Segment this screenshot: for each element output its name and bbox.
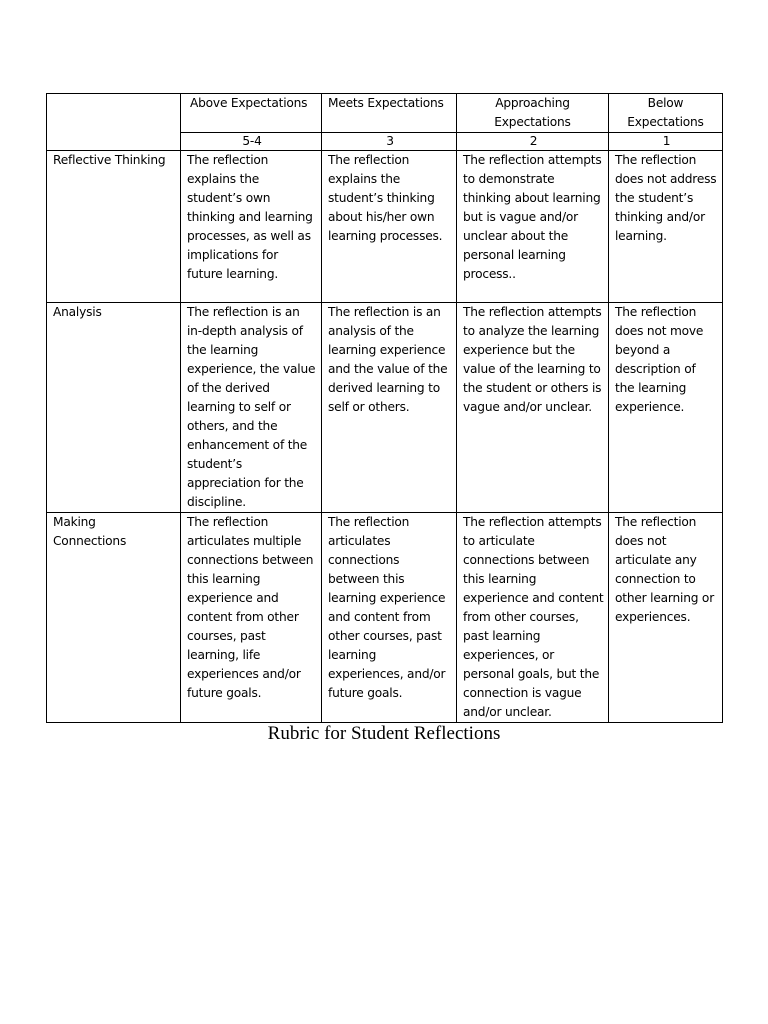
rubric-row-analysis bbox=[47, 303, 723, 513]
rubric-cell: The reflection attempts to analyze the learning experience but the value of the learning to the student or others is vague and/or unclear. bbox=[457, 303, 609, 513]
rubric-cell: The reflection is an analysis of the learning experience and the value of the derived learning to self or others. bbox=[322, 303, 457, 513]
score-below: 1 bbox=[609, 133, 723, 151]
rubric-cell: The reflection explains the student’s thinking about his/her own learning processes. bbox=[322, 151, 457, 303]
rubric-table bbox=[46, 93, 723, 723]
rubric-caption: Rubric for Student Reflections bbox=[267, 723, 501, 744]
rubric-cell: The reflection does not articulate any connection to other learning or experiences. bbox=[609, 513, 723, 723]
rubric-cell: The reflection articulates connections between this learning experience and content from other courses, past learning experiences, and/or future goals. bbox=[322, 513, 457, 723]
criterion-label: Reflective Thinking bbox=[47, 151, 181, 303]
rubric-cell: The reflection is an in-depth analysis of the learning experience, the value of the derived learning to self or others, and the enhancement of the student’s appreciation for the discipline. bbox=[181, 303, 322, 513]
level-header-approaching: Approaching Expectations bbox=[457, 94, 609, 133]
score-above: 5-4 bbox=[181, 133, 322, 151]
level-header-above: Above Expectations bbox=[181, 94, 322, 133]
rubric-cell: The reflection does not address the student’s thinking and/or learning. bbox=[609, 151, 723, 303]
rubric-cell: The reflection articulates multiple connections between this learning experience and content from other courses, past learning, life experiences and/or future goals. bbox=[181, 513, 322, 723]
criterion-label: Making Connections bbox=[47, 513, 181, 723]
score-meets: 3 bbox=[322, 133, 457, 151]
rubric-cell: The reflection explains the student’s own thinking and learning processes, as well as implications for future learning. bbox=[181, 151, 322, 303]
level-header-meets: Meets Expectations bbox=[322, 94, 457, 133]
rubric-cell: The reflection attempts to articulate connections between this learning experience and content from other courses, past learning experiences, or personal goals, but the connection is vague and/or unclear. bbox=[457, 513, 609, 723]
rubric-cell: The reflection does not move beyond a description of the learning experience. bbox=[609, 303, 723, 513]
criterion-label: Analysis bbox=[47, 303, 181, 513]
rubric-row-reflective-thinking bbox=[47, 151, 723, 303]
corner-cell bbox=[47, 94, 181, 151]
level-header-row bbox=[47, 94, 723, 133]
rubric-row-making-connections bbox=[47, 513, 723, 723]
rubric-cell: The reflection attempts to demonstrate thinking about learning but is vague and/or unclear about the personal learning process.. bbox=[457, 151, 609, 303]
level-header-below: Below Expectations bbox=[609, 94, 723, 133]
score-approaching: 2 bbox=[457, 133, 609, 151]
